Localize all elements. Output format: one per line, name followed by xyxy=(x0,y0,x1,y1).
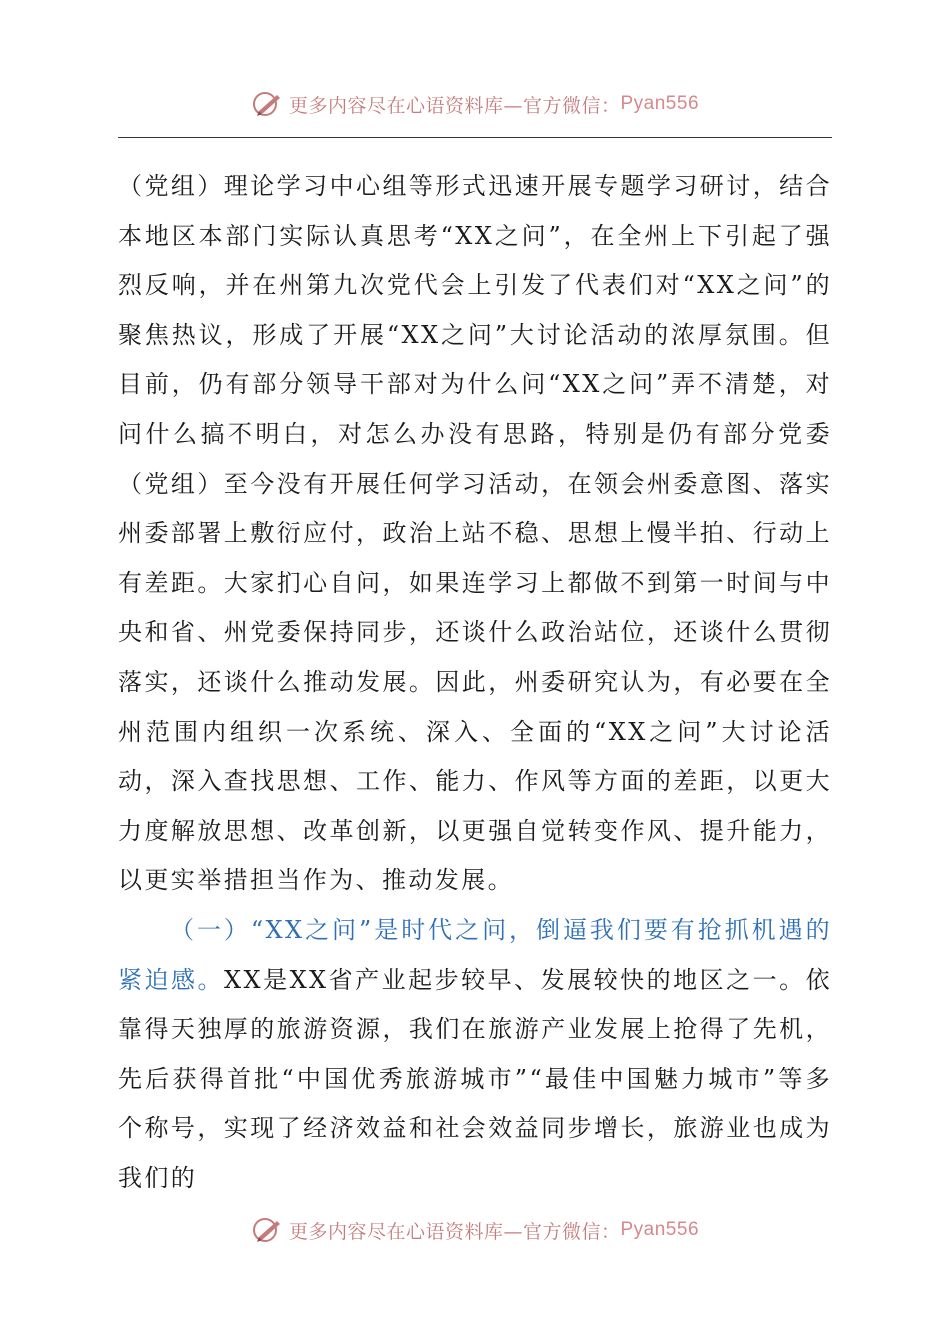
section-heading: （一）“XX之问”是时代之问，倒逼我们要有抢抓机遇的紧迫感。 xyxy=(118,915,832,994)
header-banner xyxy=(0,86,950,122)
pen-logo-icon xyxy=(251,89,285,119)
header-wechat-id: Pyan556 xyxy=(620,93,700,114)
pen-logo-icon xyxy=(251,1215,285,1245)
header-divider xyxy=(118,137,832,138)
footer-banner xyxy=(0,1212,950,1248)
header-brand-text: 更多内容尽在心语资料库—官方微信： xyxy=(288,94,621,117)
document-body xyxy=(118,162,832,1203)
paragraph-2 xyxy=(118,906,832,1204)
paragraph-1: （党组）理论学习中心组等形式迅速开展专题学习研讨，结合本地区本部门实际认真思考“XX之问”，在全州上下引起了强烈反响，并在州第九次党代会上引发了代表们对“XX之问”的聚焦热议，形成了开展“XX之问”大讨论活动的浓厚氛围。但目前，仍有部分领导干部对为什么问“XX之问”弄不清楚，对问什么搞不明白，对怎么办没有思路，特别是仍有部分党委（党组）至今没有开展任何学习活动，在领会州委意图、落实州委部署上敷衍应付，政治上站不稳、思想上慢半拍、行动上有差距。大家扪心自问，如果连学习上都做不到第一时间与中央和省、州党委保持同步，还谈什么政治站位，还谈什么贯彻落实，还谈什么推动发展。因此，州委研究认为，有必要在全州范围内组织一次系统、深入、全面的“XX之问”大讨论活动，深入查找思想、工作、能力、作风等方面的差距，以更大力度解放思想、改革创新，以更强自觉转变作风、提升能力，以更实举措担当作为、推动发展。 xyxy=(118,172,832,895)
footer-wechat-id: Pyan556 xyxy=(620,1219,700,1240)
paragraph-2-body: XX是XX省产业起步较早、发展较快的地区之一。依靠得天独厚的旅游资源，我们在旅游产业发展上抢得了先机，先后获得首批“中国优秀旅游城市”“最佳中国魅力城市”等多个称号，实现了经济效益和社会效益同步增长，旅游业也成为我们的 xyxy=(118,965,832,1192)
footer-brand-text: 更多内容尽在心语资料库—官方微信： xyxy=(288,1220,621,1243)
